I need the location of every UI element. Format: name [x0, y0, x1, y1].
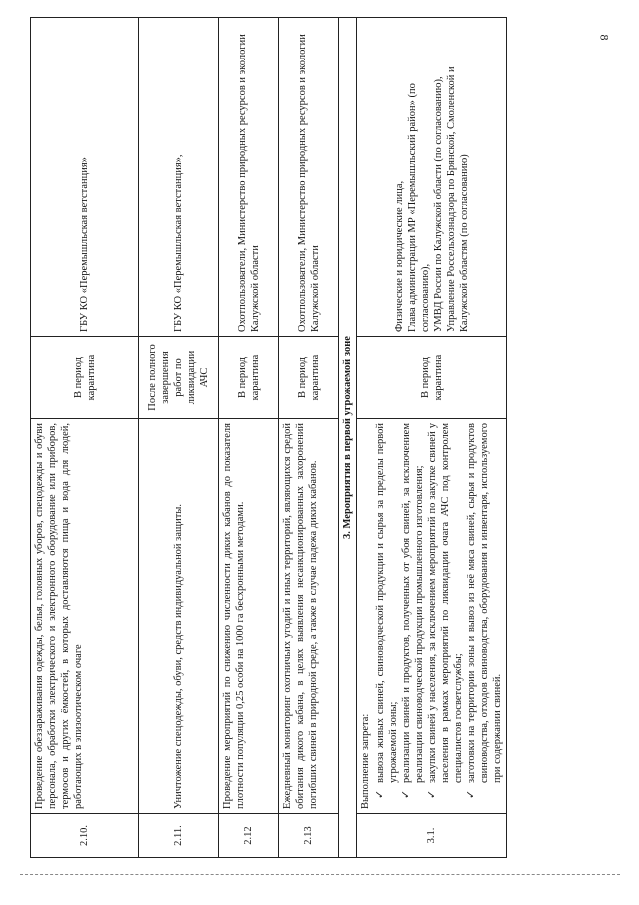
row-period: В период карантина	[31, 337, 139, 419]
row-number: 2.13	[279, 814, 339, 858]
table-row	[279, 18, 339, 858]
row-responsible: ГБУ КО «Перемышльская ветстанция»	[31, 18, 139, 337]
row-period: После полного завершения работ по ликвидации АЧС	[139, 337, 219, 419]
responsible-line: Управление Россельхознадзора по Брянской, Смоленской и Калужской областям (по согласованию)	[445, 66, 470, 332]
checkmark-icon: ✓	[465, 789, 477, 799]
list-item-text: реализации свиней и продуктов, полученных от убоя свиней, за исключением реализации свиноводческой продукции промышленного изготовления;	[401, 423, 425, 783]
row-number: 2.11.	[139, 814, 219, 858]
list-item-text: вывоза живых свиней, свиноводческой продукции и сырья за пределы первой угрожаемой зоны;	[375, 423, 399, 783]
table-row	[219, 18, 279, 858]
row-number: 3.1.	[357, 814, 507, 858]
checkmark-icon: ✓	[426, 789, 438, 799]
document-table-container	[30, 18, 620, 858]
row-action: Уничтожение спецодежды, обуви, средств индивидуальной защиты.	[139, 419, 219, 814]
row-action: Проведение обеззараживания одежды, белья, головных уборов, спецодежды и обуви персонала, обработки электрического и электронного оборудование или приборов, термосов и других ёмкостей, в которых доставляются пища и вода для людей, работающих в эпизоотическом очаге	[31, 419, 139, 814]
rotated-table	[30, 18, 620, 858]
page-number: 8	[597, 34, 612, 41]
responsible-line: УМВД России по Калужской области (по согласованию),	[432, 76, 444, 332]
table-row	[31, 18, 139, 858]
list-item	[465, 423, 504, 799]
table-row	[357, 18, 507, 858]
list-item-text: заготовки на территории зоны и вывоз из неё мяса свиней, сырья и продуктов свиноводства, отходов свиноводства, оборудования и инвентаря, используемого при содержании свиней.	[466, 423, 503, 783]
row-period: В период карантина	[357, 337, 507, 419]
row-responsible: Охотпользователи, Министерство природных ресурсов и экологии Калужской области	[219, 18, 279, 337]
row-responsible: Охотпользователи, Министерство природных ресурсов и экологии Калужской области	[279, 18, 339, 337]
list-item	[426, 423, 465, 799]
measures-table	[30, 17, 507, 858]
scan-edge-line	[20, 874, 620, 875]
row-responsible	[357, 18, 507, 337]
row-number: 2.12	[219, 814, 279, 858]
prohibition-intro: Выполнение запрета:	[360, 713, 371, 809]
responsible-line: Физические и юридические лица,	[393, 180, 405, 332]
section-title: 3. Мероприятия в первой угрожаемой зоне	[339, 18, 357, 858]
checkmark-icon: ✓	[374, 789, 386, 799]
row-responsible: ГБУ КО «Перемышльская ветстанция»,	[139, 18, 219, 337]
section-header-row	[339, 18, 357, 858]
row-period: В период карантина	[219, 337, 279, 419]
checkmark-icon: ✓	[400, 789, 412, 799]
table-row	[139, 18, 219, 858]
list-item	[400, 423, 426, 799]
row-action-list	[357, 419, 507, 814]
row-action: Проведение мероприятий по снижению численности диких кабанов до показателя плотности популяции 0,25 особи на 1000 га бесхронными методами.	[219, 419, 279, 814]
responsible-line: Глава администрации МР «Перемышльский район» (по согласованию),	[406, 83, 431, 332]
row-number: 2.10.	[31, 814, 139, 858]
list-item-text: закупки свиней у населения, за исключением мероприятий по закупке свиней у населения в рамках мероприятий по ликвидации очага АЧС под контролем специалистов госветслужбы;	[427, 423, 464, 783]
list-item	[374, 423, 400, 799]
prohibition-list	[374, 423, 504, 809]
row-period: В период карантина	[279, 337, 339, 419]
row-action: Ежедневный мониторинг охотничьих угодий и иных территорий, являющихся средой обитания дикого кабана, в целях выявления несанкционированных захоронений погибших свиней в природной среде, а также в случае падежа диких кабанов.	[279, 419, 339, 814]
